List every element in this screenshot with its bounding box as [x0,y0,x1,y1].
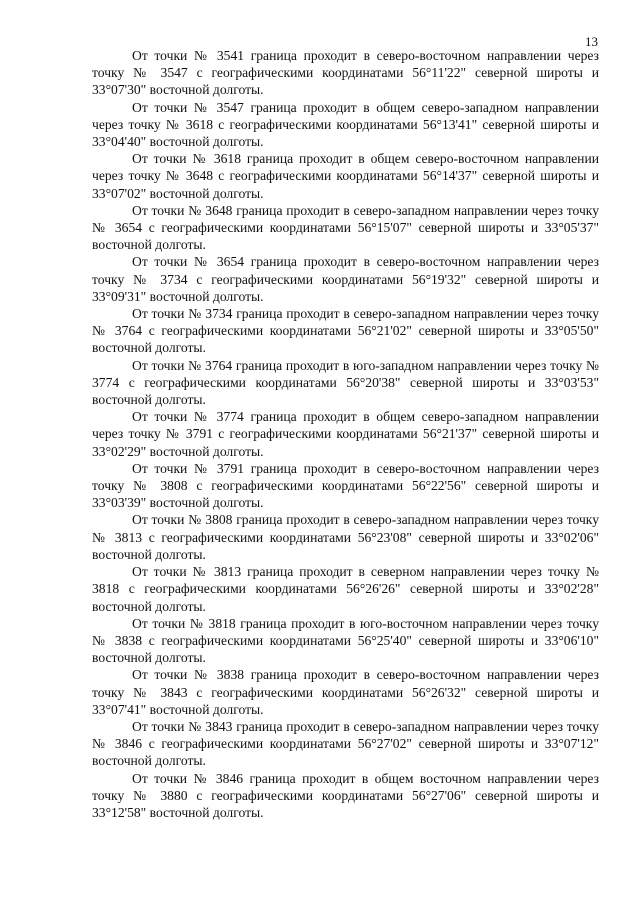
paragraph: От точки № 3808 граница проходит в северо-западном направлении через точку № 3813 с географическими координатами 56°23'08" северной широты и 33°02'06" восточной долготы. [92,512,599,562]
paragraph: От точки № 3547 граница проходит в общем северо-западном направлении через точку № 3618 с географическими координатами 56°13'41" северной широты и 33°04'40" восточной долготы. [92,99,599,150]
paragraph: От точки № 3541 граница проходит в северо-восточном направлении через точку № 3547 с географическими координатами 56°11'22" северной широты и 33°07'30" восточной долготы. [92,48,599,98]
paragraph: От точки № 3791 граница проходит в северо-восточном направлении через точку № 3808 с географическими координатами 56°22'56" северной широты и 33°03'39" восточной долготы. [92,460,599,511]
paragraph: От точки № 3648 граница проходит в северо-западном направлении через точку № 3654 с географическими координатами 56°15'07" северной широты и 33°05'37" восточной долготы. [92,202,599,253]
paragraph: От точки № 3838 граница проходит в северо-восточном направлении через точку № 3843 с географическими координатами 56°26'32" северной широты и 33°07'41" восточной долготы. [92,667,599,717]
paragraph: От точки № 3654 граница проходит в северо-восточном направлении через точку № 3734 с географическими координатами 56°19'32" северной широты и 33°09'31" восточной долготы. [92,254,599,304]
paragraph: От точки № 3774 граница проходит в общем северо-западном направлении через точку № 3791 с географическими координатами 56°21'37" северной широты и 33°02'29" восточной долготы. [92,409,599,459]
page-number: 13 [585,34,598,49]
document-body [92,47,599,821]
paragraph: От точки № 3843 граница проходит в северо-западном направлении через точку № 3846 с географическими координатами 56°27'02" северной широты и 33°07'12" восточной долготы. [92,718,599,769]
paragraph: От точки № 3818 граница проходит в юго-восточном направлении через точку № 3838 с географическими координатами 56°25'40" северной широты и 33°06'10" восточной долготы. [92,615,599,666]
paragraph: От точки № 3813 граница проходит в северном направлении через точку № 3818 с географическими координатами 56°26'26" северной широты и 33°02'28" восточной долготы. [92,564,599,614]
paragraph: От точки № 3846 граница проходит в общем восточном направлении через точку № 3880 с географическими координатами 56°27'06" северной широты и 33°12'58" восточной долготы. [92,770,599,820]
paragraph: От точки № 3764 граница проходит в юго-западном направлении через точку № 3774 с географическими координатами 56°20'38" северной широты и 33°03'53" восточной долготы. [92,357,599,408]
paragraph: От точки № 3734 граница проходит в северо-западном направлении через точку № 3764 с географическими координатами 56°21'02" северной широты и 33°05'50" восточной долготы. [92,306,599,356]
paragraph: От точки № 3618 граница проходит в общем северо-восточном направлении через точку № 3648 с географическими координатами 56°14'37" северной широты и 33°07'02" восточной долготы. [92,151,599,201]
